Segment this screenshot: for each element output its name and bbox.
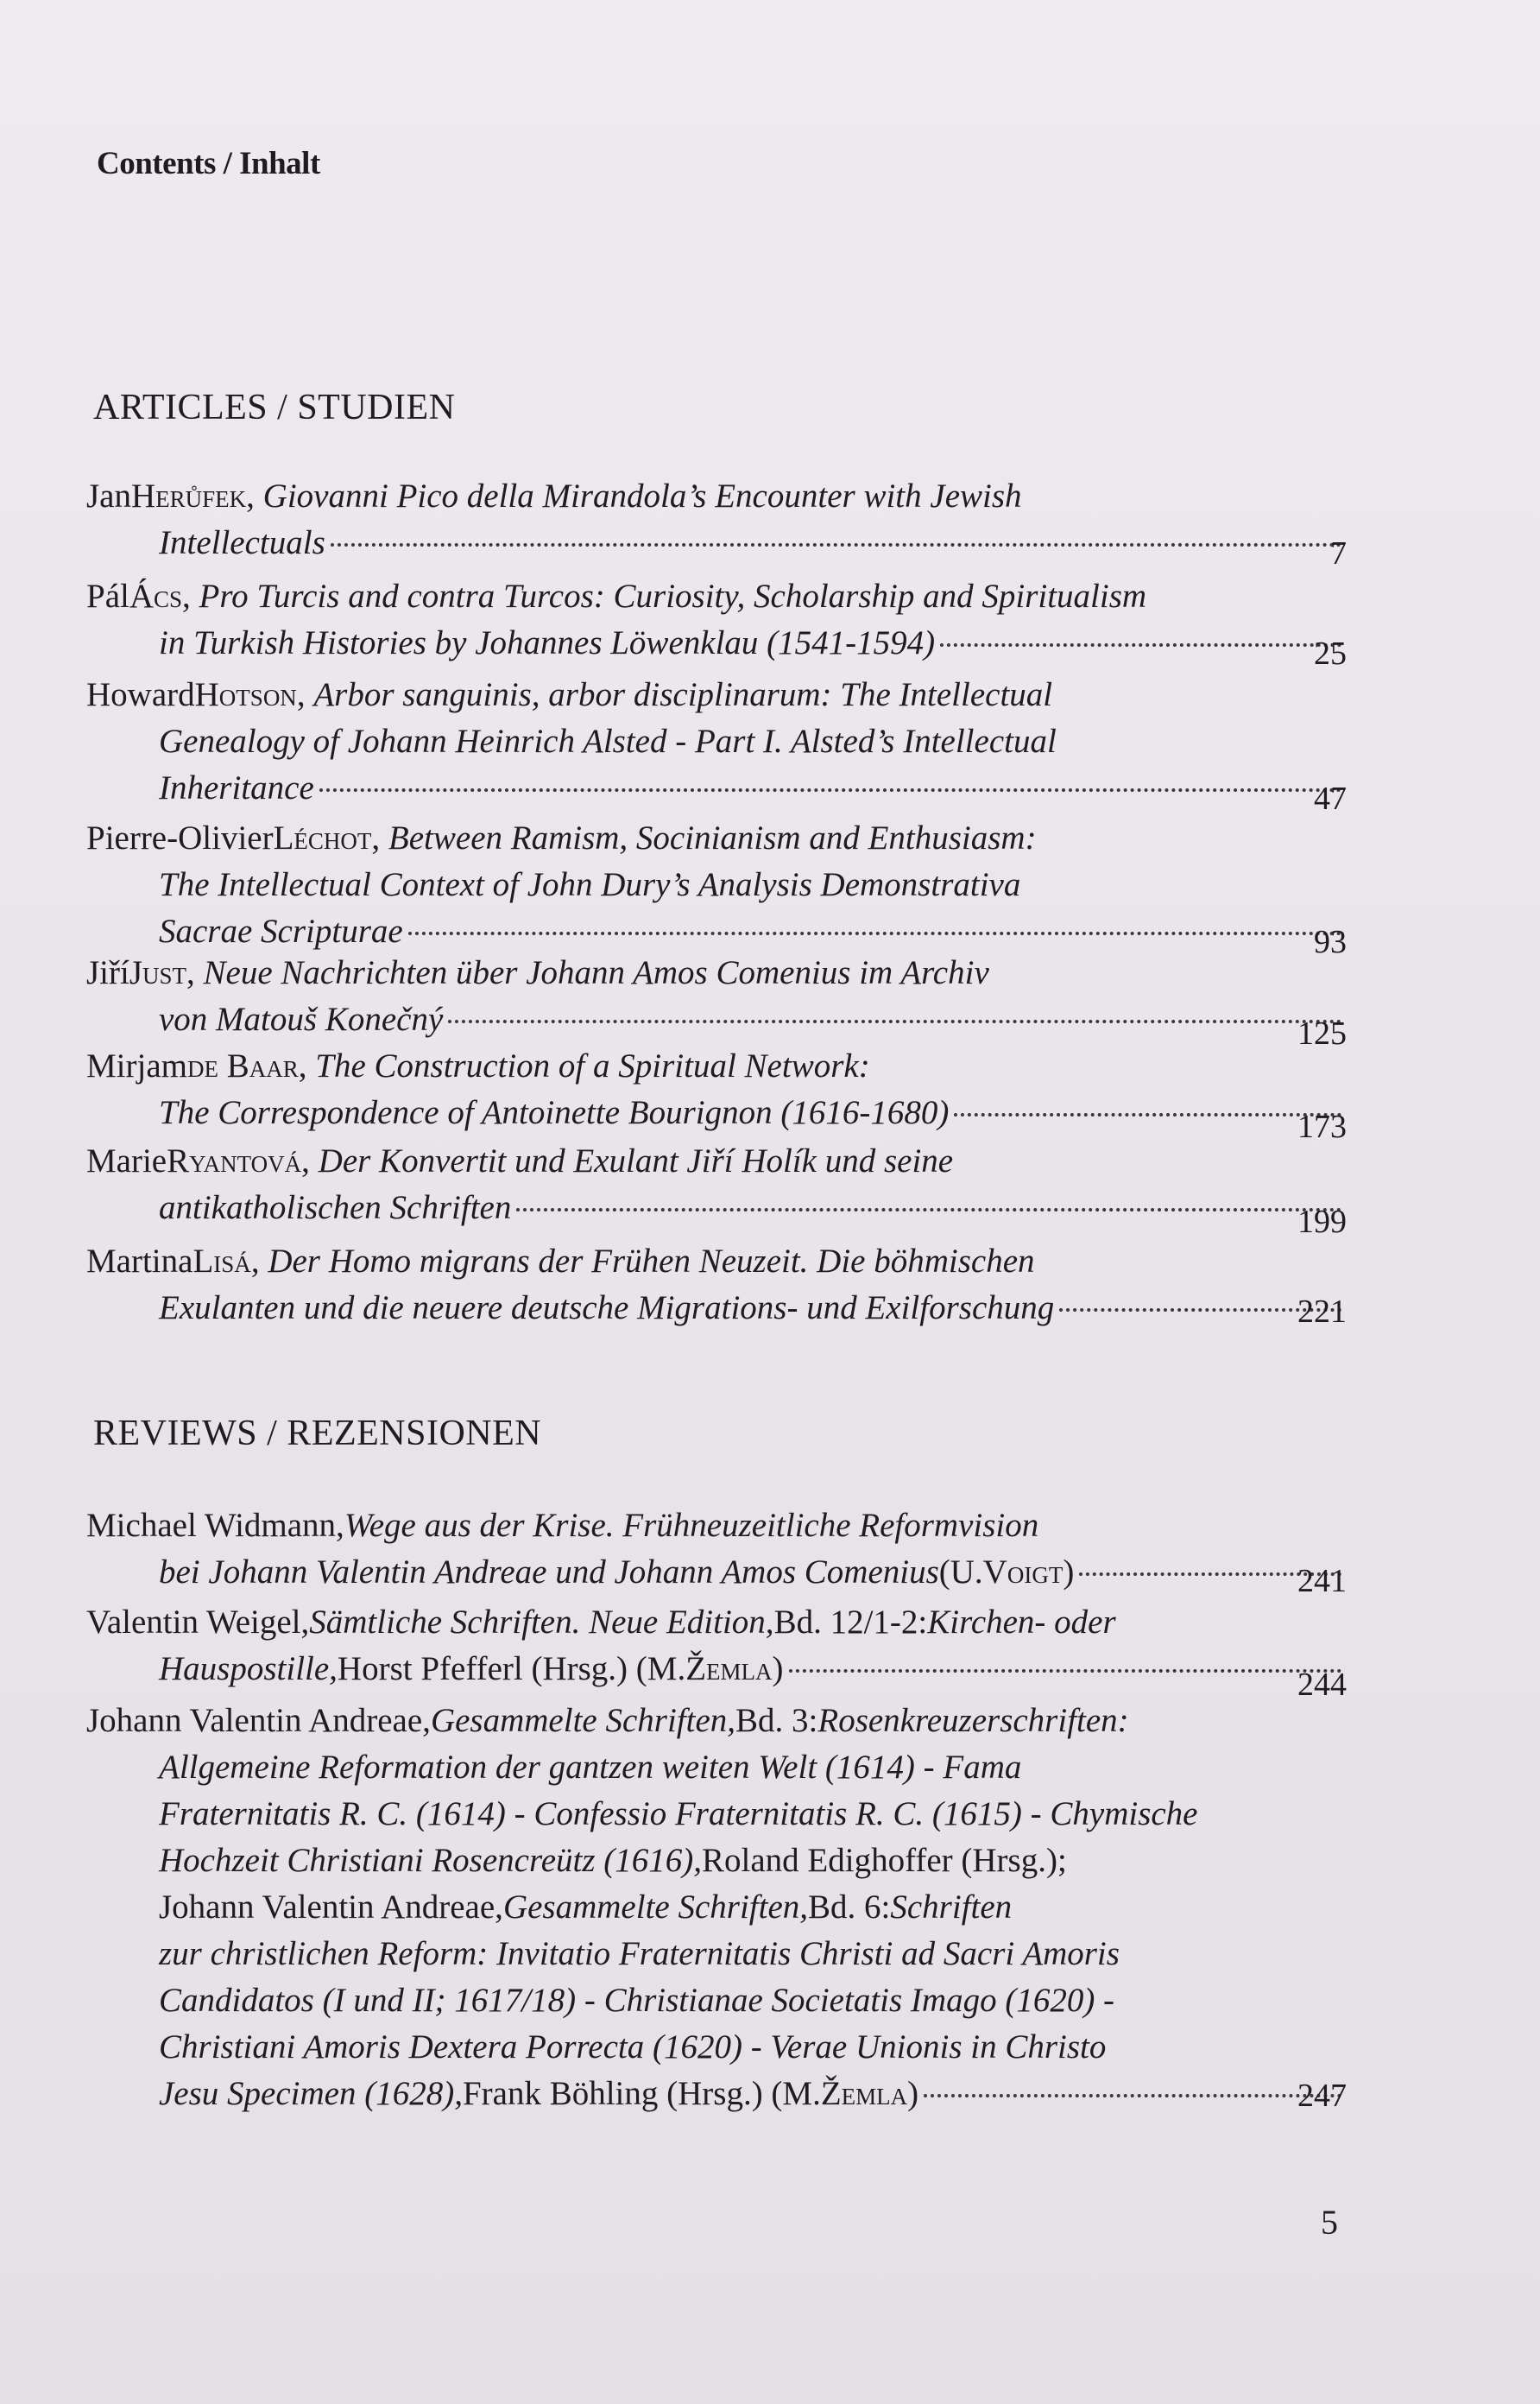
reviewer-close: ) xyxy=(1063,1553,1075,1591)
page-reference: 25 xyxy=(1314,636,1347,672)
toc-entry-line xyxy=(86,1791,1347,1838)
toc-entry-line xyxy=(86,1931,1347,1977)
author-first-name: Mirjam xyxy=(86,1047,187,1085)
entry-title: Hauspostille, xyxy=(159,1650,338,1687)
dot-leader xyxy=(940,643,1341,647)
review-author: Johann Valentin Andreae, xyxy=(159,1888,503,1926)
entry-title: Christiani Amoris Dextera Porrecta (1620) - Verae Unionis in Christo xyxy=(159,2028,1107,2066)
entry-title: Jesu Specimen (1628), xyxy=(159,2075,463,2112)
toc-entry-hotson xyxy=(86,672,1347,817)
entry-title: Rosenkreuzerschriften: xyxy=(817,1702,1129,1739)
entry-title: The Intellectual Context of John Dury’s Analysis Demonstrativa xyxy=(159,866,1021,903)
toc-entry-line xyxy=(86,862,1347,908)
toc-entry-line: Jan Herůfek , Giovanni Pico della Mirandola’s Encounter with Jewish xyxy=(86,473,1347,520)
editor-info: Roland Edighoffer (Hrsg.); xyxy=(702,1842,1067,1879)
entry-title: Fraternitatis R. C. (1614) - Confessio Fraternitatis R. C. (1615) - Chymische xyxy=(159,1795,1198,1832)
toc-entry-line xyxy=(86,718,1347,765)
entry-title: Candidatos (I und II; 1617/18) - Christianae Societatis Imago (1620) - xyxy=(159,1982,1115,2019)
entry-title: Exulanten und die neuere deutsche Migrations- und Exilforschung xyxy=(159,1289,1055,1326)
dot-leader xyxy=(319,788,1341,792)
entry-title: Between Ramism, Socinianism and Enthusiasm: xyxy=(388,819,1037,857)
entry-title: Schriften xyxy=(890,1888,1013,1926)
entry-title: Intellectuals xyxy=(159,524,325,561)
entry-title: in Turkish Histories by Johannes Löwenklau (1541-1594) xyxy=(159,624,936,661)
dot-leader xyxy=(954,1113,1341,1117)
entry-title: Sacrae Scripturae xyxy=(159,913,403,950)
toc-entry-line xyxy=(86,996,1347,1043)
entry-title: Giovanni Pico della Mirandola’s Encounter with Jewish xyxy=(262,478,1022,515)
author-first-name: Jiří xyxy=(86,954,129,991)
author-first-name: Pierre-Olivier xyxy=(86,819,274,857)
toc-entry-line xyxy=(86,1977,1347,2024)
toc-review-widmann xyxy=(86,1502,1347,1599)
page-reference: 221 xyxy=(1297,1294,1347,1330)
toc-entry-line: Martina Lisá , Der Homo migrans der Frühen Neuzeit. Die böhmischen xyxy=(86,1238,1347,1285)
entry-title: Der Konvertit und Exulant Jiří Holík und seine xyxy=(318,1142,954,1180)
author-first-name: Martina xyxy=(86,1243,193,1280)
toc-entry-lisa xyxy=(86,1238,1347,1332)
page-reference: 241 xyxy=(1297,1563,1347,1599)
toc-entry-line xyxy=(86,1698,1347,1744)
section-heading-articles: ARTICLES / STUDIEN xyxy=(93,388,456,427)
toc-entry-line xyxy=(86,1599,1347,1646)
toc-entry-line: Mirjam de Baar , The Construction of a Spiritual Network: xyxy=(86,1043,1347,1090)
reviewer-open: (U. xyxy=(938,1553,983,1591)
entry-title: Genealogy of Johann Heinrich Alsted - Part I. Alsted’s Intellectual xyxy=(159,723,1057,760)
toc-entry-line xyxy=(86,520,1347,566)
dot-leader xyxy=(448,1020,1341,1023)
dot-leader xyxy=(924,2094,1341,2097)
dot-leader xyxy=(789,1669,1341,1673)
author-first-name: Howard xyxy=(86,676,195,713)
reviewer-name: Žemla xyxy=(685,1650,773,1687)
toc-entry-line: Pál Ács , Pro Turcis and contra Turcos: Curiosity, Scholarship and Spiritualism xyxy=(86,573,1347,620)
entry-title: Kirchen- oder xyxy=(927,1604,1116,1641)
entry-title: Allgemeine Reformation der gantzen weiten Welt (1614) - Fama xyxy=(159,1749,1022,1786)
toc-entry-acs xyxy=(86,573,1347,672)
toc-entry-line: Pierre-Olivier Léchot , Between Ramism, Socinianism and Enthusiasm: xyxy=(86,815,1347,862)
toc-review-weigel xyxy=(86,1599,1347,1703)
author-last-name: Léchot xyxy=(273,819,372,857)
author-first-name: Pál xyxy=(86,578,129,615)
author-first-name: Marie xyxy=(86,1142,167,1180)
toc-entry-line: Marie Ryantová , Der Konvertit und Exulant Jiří Holík und seine xyxy=(86,1138,1347,1185)
reviewer-close: ) xyxy=(907,2075,919,2112)
entry-title: Gesammelte Schriften, xyxy=(430,1702,736,1739)
entry-title: Pro Turcis and contra Turcos: Curiosity, Scholarship and Spiritualism xyxy=(199,578,1147,615)
dot-leader xyxy=(331,543,1341,547)
toc-entry-line xyxy=(86,1502,1347,1549)
toc-review-andreae xyxy=(86,1698,1347,2117)
toc-entry-herufek xyxy=(86,473,1347,572)
entry-title: von Matouš Konečný xyxy=(159,1001,444,1038)
author-last-name: Ács xyxy=(129,578,183,615)
entry-title: Sämtliche Schriften. Neue Edition, xyxy=(309,1604,774,1641)
toc-entry-line xyxy=(86,1744,1347,1791)
entry-title: Neue Nachrichten über Johann Amos Comenius im Archiv xyxy=(203,954,989,991)
entry-title: The Correspondence of Antoinette Bourignon (1616-1680) xyxy=(159,1094,950,1131)
toc-entry-de-baar xyxy=(86,1043,1347,1145)
section-heading-reviews: REVIEWS / REZENSIONEN xyxy=(93,1414,542,1453)
toc-entry-ryantova xyxy=(86,1138,1347,1240)
entry-title: Der Homo migrans der Frühen Neuzeit. Die böhmischen xyxy=(268,1243,1035,1280)
toc-entry-line xyxy=(86,2024,1347,2071)
page-reference: 125 xyxy=(1297,1015,1347,1052)
entry-title: zur christlichen Reform: Invitatio Fraternitatis Christi ad Sacri Amoris xyxy=(159,1935,1120,1972)
entry-title: The Construction of a Spiritual Network: xyxy=(315,1047,870,1085)
page-reference: 244 xyxy=(1297,1667,1347,1703)
toc-entry-line xyxy=(86,2071,1347,2117)
entry-title: Arbor sanguinis, arbor disciplinarum: The Intellectual xyxy=(313,676,1053,713)
author-last-name: Just xyxy=(129,954,187,991)
toc-entry-line: Jiří Just , Neue Nachrichten über Johann Amos Comenius im Archiv xyxy=(86,950,1347,996)
dot-leader xyxy=(408,932,1341,935)
page-reference: 199 xyxy=(1297,1204,1347,1240)
page-reference: 247 xyxy=(1297,2078,1347,2114)
toc-entry-line xyxy=(86,1090,1347,1136)
review-author: Michael Widmann, xyxy=(86,1507,344,1544)
entry-title: Inheritance xyxy=(159,769,314,807)
entry-title: Hochzeit Christiani Rosencreütz (1616), xyxy=(159,1842,702,1879)
reviewer-name: Žemla xyxy=(820,2075,908,2112)
author-last-name: de Baar xyxy=(186,1047,299,1085)
author-last-name: Herůfek xyxy=(131,478,247,515)
volume-info: Bd. 6: xyxy=(808,1888,891,1926)
volume-info: Bd. 12/1-2: xyxy=(773,1604,928,1641)
entry-title: Gesammelte Schriften, xyxy=(502,1888,809,1926)
editor-info: Frank Böhling (Hrsg.) (M. xyxy=(462,2075,821,2112)
author-last-name: Lisá xyxy=(192,1243,251,1280)
page-reference: 93 xyxy=(1314,924,1347,960)
toc-entry-line xyxy=(86,765,1347,812)
reviewer-close: ) xyxy=(772,1650,784,1687)
toc-entry-line xyxy=(86,1185,1347,1231)
toc-entry-lechot xyxy=(86,815,1347,960)
reviewer-name: Voigt xyxy=(982,1553,1063,1591)
toc-entry-just xyxy=(86,950,1347,1052)
toc-entry-line xyxy=(86,1884,1347,1931)
author-first-name: Jan xyxy=(86,478,131,515)
toc-entry-line xyxy=(86,620,1347,667)
toc-entry-line xyxy=(86,1549,1347,1596)
volume-info: Bd. 3: xyxy=(735,1702,818,1739)
author-last-name: Ryantová xyxy=(167,1142,302,1180)
page-reference: 47 xyxy=(1314,781,1347,817)
entry-title: antikatholischen Schriften xyxy=(159,1189,512,1226)
toc-entry-line xyxy=(86,1285,1347,1332)
entry-title: Wege aus der Krise. Frühneuzeitliche Reformvision xyxy=(344,1507,1039,1544)
page-title: Contents / Inhalt xyxy=(97,146,320,181)
toc-entry-line xyxy=(86,1838,1347,1884)
entry-title: bei Johann Valentin Andreae und Johann Amos Comenius xyxy=(159,1553,939,1591)
page-reference: 173 xyxy=(1297,1109,1347,1145)
review-author: Johann Valentin Andreae, xyxy=(86,1702,431,1739)
dot-leader xyxy=(516,1208,1341,1211)
author-last-name: Hotson xyxy=(194,676,297,713)
page-number: 5 xyxy=(1321,2203,1338,2242)
page-reference: 7 xyxy=(1330,535,1347,572)
toc-entry-line: Howard Hotson , Arbor sanguinis, arbor disciplinarum: The Intellectual xyxy=(86,672,1347,718)
toc-entry-line xyxy=(86,908,1347,955)
review-author: Valentin Weigel, xyxy=(86,1604,310,1641)
editor-info: Horst Pfefferl (Hrsg.) (M. xyxy=(337,1650,686,1687)
toc-entry-line xyxy=(86,1646,1347,1692)
